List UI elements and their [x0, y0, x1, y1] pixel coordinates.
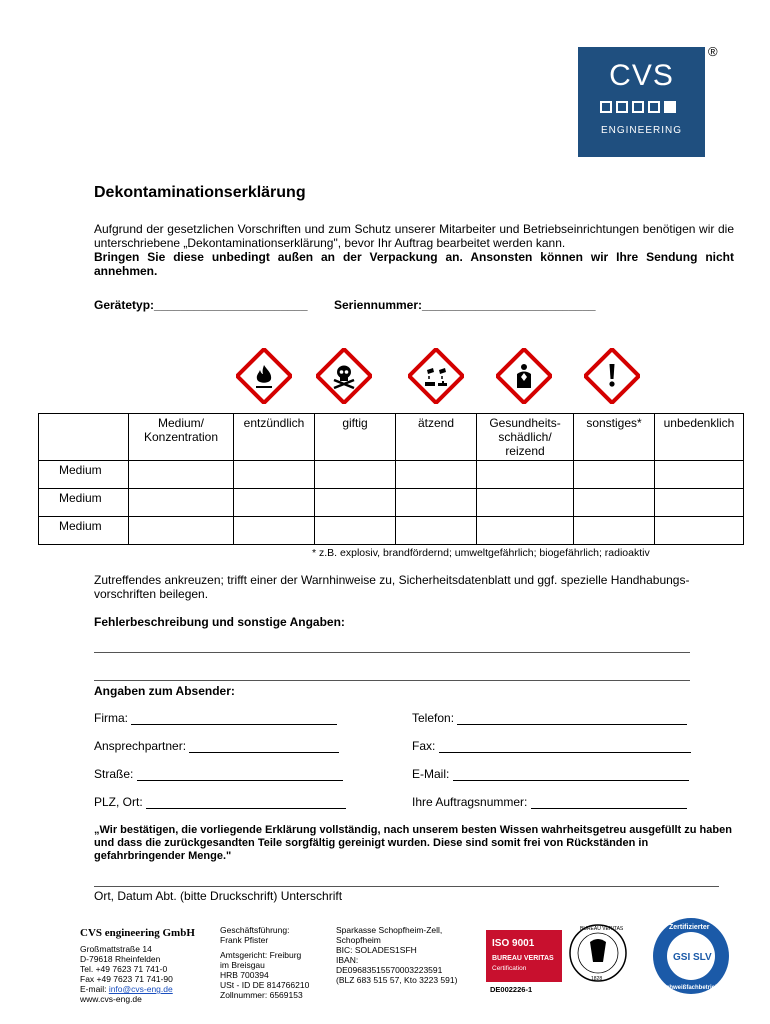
error-line-2[interactable]: [94, 680, 690, 681]
error-description-label: Fehlerbeschreibung und sonstige Angaben:: [94, 615, 345, 629]
table-cell[interactable]: [234, 489, 315, 517]
firma-label: Firma:: [94, 711, 128, 725]
seriennummer-field[interactable]: Seriennummer:__________________________: [334, 298, 596, 312]
bank-line: DE09683515570003223591: [336, 965, 443, 975]
iso-label: ISO 9001: [492, 938, 535, 949]
ansprechpartner-field[interactable]: [94, 739, 339, 753]
flame-icon: [236, 348, 292, 404]
hazard-table: [38, 413, 744, 545]
table-cell[interactable]: [396, 489, 477, 517]
auftragsnummer-field[interactable]: [412, 795, 687, 809]
court-line: Amtsgericht: Freiburg: [220, 950, 302, 960]
address-line: Großmattstraße 14: [80, 944, 152, 954]
bureau-veritas-badge: [486, 920, 633, 984]
web-line[interactable]: www.cvs-eng.de: [80, 994, 142, 1004]
bank-line: (BLZ 683 515 57, Kto 3223 591): [336, 975, 458, 985]
table-cell[interactable]: [315, 517, 396, 545]
table-cell[interactable]: [315, 489, 396, 517]
table-header-cell: unbedenklich: [655, 414, 744, 461]
bank-line: IBAN:: [336, 955, 359, 965]
bv-year: 1828: [591, 976, 603, 982]
exclamation-icon: [584, 348, 640, 404]
table-cell[interactable]: [477, 489, 574, 517]
table-cell[interactable]: [315, 461, 396, 489]
footer-court: [220, 950, 309, 1000]
bank-line: Sparkasse Schopfheim-Zell,: [336, 925, 443, 935]
footer-bank: [336, 925, 457, 985]
table-cell[interactable]: [396, 517, 477, 545]
bv-ring-text: BUREAU VERITAS: [580, 926, 624, 932]
fax-label: Fax:: [412, 739, 436, 753]
court-line: HRB 700394: [220, 970, 269, 980]
table-cell[interactable]: [574, 489, 655, 517]
plz-label: PLZ, Ort:: [94, 795, 143, 809]
address-line: Fax +49 7623 71 741-90: [80, 974, 173, 984]
table-cell[interactable]: [655, 489, 744, 517]
table-header-cell: sonstiges*: [574, 414, 655, 461]
table-header-cell: giftig: [315, 414, 396, 461]
footer-address: [80, 944, 173, 1004]
bv-label: BUREAU VERITAS: [492, 955, 554, 962]
table-cell[interactable]: [234, 461, 315, 489]
telefon-label: Telefon:: [412, 711, 455, 725]
court-line: im Breisgau: [220, 960, 265, 970]
bank-line: Schopfheim: [336, 935, 381, 945]
bv-code: DE002226-1: [490, 985, 533, 994]
bv-cert-label: Certification: [492, 965, 527, 972]
auftrag-label: Ihre Auftragsnummer:: [412, 795, 528, 809]
company-logo: [578, 47, 705, 157]
table-cell[interactable]: [574, 517, 655, 545]
table-cell[interactable]: [396, 461, 477, 489]
table-header-cell: entzündlich: [234, 414, 315, 461]
signature-line[interactable]: [94, 886, 719, 887]
firma-field[interactable]: [94, 711, 337, 725]
logo-sub: ENGINEERING: [600, 125, 682, 136]
table-header-cell: Gesundheits- schädlich/ reizend: [477, 414, 574, 461]
management-line: Geschäftsführung:: [220, 925, 290, 935]
registered-mark: ®: [708, 44, 718, 59]
footer-management: [220, 925, 289, 945]
table-cell[interactable]: [477, 461, 574, 489]
bank-line: BIC: SOLADES1SFH: [336, 945, 417, 955]
signature-label: Ort, Datum Abt. (bitte Druckschrift) Unterschrift: [94, 889, 343, 903]
page-title: Dekontaminationserklärung: [94, 184, 306, 201]
table-header-cell: [39, 414, 129, 461]
email-field[interactable]: [412, 767, 689, 781]
footer-company-name: CVS engineering GmbH: [80, 927, 195, 939]
sender-heading: Angaben zum Absender:: [94, 684, 235, 698]
row-label: Medium: [39, 517, 129, 545]
table-cell[interactable]: [574, 461, 655, 489]
skull-icon: [316, 348, 372, 404]
management-line: Frank Pfister: [220, 935, 269, 945]
table-row: [39, 461, 744, 489]
slv-top-text: Zertifizierter: [669, 924, 710, 931]
address-line: D-79618 Rheinfelden: [80, 954, 161, 964]
table-cell[interactable]: [655, 517, 744, 545]
error-line-1[interactable]: [94, 652, 690, 653]
table-cell[interactable]: [477, 517, 574, 545]
table-cell[interactable]: [129, 517, 234, 545]
email-link[interactable]: info@cvs-eng.de: [108, 984, 173, 994]
confirmation-text: „Wir bestätigen, die vorliegende Erklärung vollständig, nach unserem besten Wissen wahrheitsgetreu ausgefüllt zu haben und dass die zurückgesandten Teile sorgfältig gereinigt wurden. Diese sind somit frei von Rückständen in gefahrbringender Menge.": [94, 824, 732, 862]
fax-field[interactable]: [412, 739, 691, 753]
row-label: Medium: [39, 461, 129, 489]
address-line: Tel. +49 7623 71 741-0: [80, 964, 168, 974]
strasse-field[interactable]: [94, 767, 343, 781]
court-line: Zollnummer: 6569153: [220, 990, 303, 1000]
corrosion-icon: [408, 348, 464, 404]
plz-ort-field[interactable]: [94, 795, 346, 809]
strasse-label: Straße:: [94, 767, 134, 781]
table-header-row: [39, 414, 744, 461]
slv-mark: GSI SLV: [673, 952, 712, 963]
telefon-field[interactable]: [412, 711, 687, 725]
logo-brand: CVS: [609, 59, 674, 92]
health-hazard-icon: [496, 348, 552, 404]
email-label: E-Mail:: [412, 767, 450, 781]
table-cell[interactable]: [129, 489, 234, 517]
table-header-cell: Medium/ Konzentration: [129, 414, 234, 461]
intro-paragraph: [94, 222, 734, 278]
geraetetyp-field[interactable]: Gerätetyp:_______________________: [94, 298, 308, 312]
table-cell[interactable]: [655, 461, 744, 489]
intro-text: Aufgrund der gesetzlichen Vorschriften und zum Schutz unserer Mitarbeiter und Betriebseinrichtungen benötigen wir die unterschriebene „Dekontaminationserklärung", bevor Ihr Auftrag bearbeitet werden kann.: [94, 222, 734, 250]
email-line: [80, 984, 173, 994]
court-line: USt - ID DE 814766210: [220, 980, 310, 990]
logo-squares: [600, 101, 676, 113]
slv-badge: [652, 917, 730, 995]
table-header-cell: ätzend: [396, 414, 477, 461]
table-footnote: * z.B. explosiv, brandfördernd; umweltgefährlich; biogefährlich; radioaktiv: [312, 547, 650, 559]
email-prefix: E-mail:: [80, 984, 109, 994]
table-cell[interactable]: [234, 517, 315, 545]
table-cell[interactable]: [129, 461, 234, 489]
intro-bold: Bringen Sie diese unbedingt außen an der Verpackung an. Ansonsten können wir Ihre Sendung nicht annehmen.: [94, 250, 734, 278]
hint-text: Zutreffendes ankreuzen; trifft einer der Warnhinweise zu, Sicherheitsdatenblatt und ggf. spezielle Handhabungs-vorschriften beilegen.: [94, 573, 690, 601]
table-row: [39, 517, 744, 545]
row-label: Medium: [39, 489, 129, 517]
table-row: [39, 489, 744, 517]
ansprechpartner-label: Ansprechpartner:: [94, 739, 187, 753]
slv-bottom-text: Schweißfachbetrieb: [662, 985, 719, 991]
